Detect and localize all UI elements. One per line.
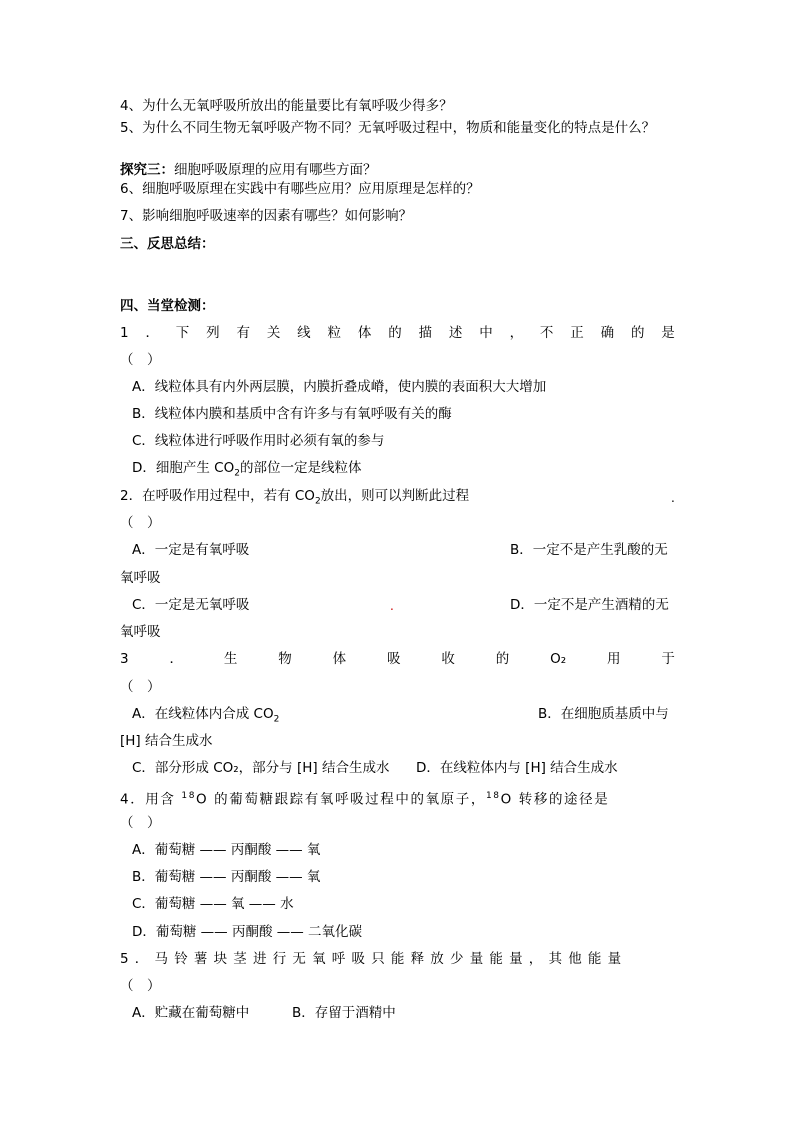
problem-5-option-a: A．贮藏在葡萄糖中 [132, 1005, 250, 1021]
problem-3-option-d: D．在线粒体内与 [H] 结合生成水 [416, 760, 618, 776]
problem-2-paren: （ ） [120, 515, 161, 531]
question-6: 6、细胞呼吸原理在实践中有哪些应用？应用原理是怎样的？ [120, 181, 480, 197]
problem-2-option-b-cont: 氧呼吸 [120, 570, 161, 586]
explore-3-title: 探究三： [120, 162, 174, 178]
stray-dot: . [390, 599, 394, 613]
problem-4-option-b: B．葡萄糖 —— 丙酮酸 —— 氧 [132, 869, 321, 885]
question-7: 7、影响细胞呼吸速率的因素有哪些？如何影响？ [120, 208, 413, 224]
problem-4-option-c: C．葡萄糖 —— 氧 —— 水 [132, 896, 294, 912]
problem-1-stem: 1 ． 下 列 有 关 线 粒 体 的 描 述 中 ， 不 正 确 的 是 [120, 325, 675, 341]
problem-1-paren: （ ） [120, 352, 161, 368]
section-test: 四、当堂检测： [120, 298, 215, 314]
problem-5-paren: （ ） [120, 978, 161, 994]
problem-3-option-a: A．在线粒体内合成 $CO_2$ [132, 706, 280, 725]
problem-3-option-b: B．在细胞质基质中与 [538, 706, 669, 722]
problem-2-option-d: D．一定不是产生酒精的无 [510, 597, 669, 613]
problem-4-option-d: D．葡萄糖 —— 丙酮酸 —— 二氧化碳 [132, 924, 363, 940]
problem-1-option-b: B．线粒体内膜和基质中含有许多与有氧呼吸有关的酶 [132, 406, 452, 422]
explore-3-line [120, 160, 377, 180]
problem-5-stem: 5．马铃薯块茎进行无氧呼吸只能释放少量能量，其他能量 [120, 951, 628, 967]
problem-3-option-c: C．部分形成 CO₂，部分与 [H] 结合生成水 [132, 760, 390, 776]
problem-2-option-c: C．一定是无氧呼吸 [132, 597, 250, 613]
problem-4-option-a: A．葡萄糖 —— 丙酮酸 —— 氧 [132, 842, 321, 858]
problem-2-option-d-cont: 氧呼吸 [120, 624, 161, 640]
question-5: 5、为什么不同生物无氧呼吸产物不同？无氧呼吸过程中，物质和能量变化的特点是什么？ [120, 120, 656, 136]
problem-2-option-b: B．一定不是产生乳酸的无 [510, 542, 668, 558]
problem-5-option-b: B．存留于酒精中 [292, 1005, 396, 1021]
problem-2-stem: 2．在呼吸作用过程中，若有 $CO_2$放出，则可以判断此过程 [120, 488, 470, 507]
problem-3-stem: 3 ． 生 物 体 吸 收 的 O₂ 用 于 [120, 651, 675, 667]
problem-2-option-a: A．一定是有氧呼吸 [132, 542, 250, 558]
problem-1-option-d: D．细胞产生 $CO_2$的部位一定是线粒体 [132, 460, 362, 479]
problem-3-option-b-cont: [H] 结合生成水 [120, 733, 213, 749]
problem-4-paren: （ ） [120, 815, 161, 831]
section-reflection: 三、反思总结： [120, 236, 215, 252]
problem-1-option-a: A．线粒体具有内外两层膜，内膜折叠成嵴，使内膜的表面积大大增加 [132, 379, 547, 395]
question-4: 4、为什么无氧呼吸所放出的能量要比有氧呼吸少得多？ [120, 98, 453, 114]
problem-4-stem: 4．用含 $^{18}$O 的葡萄糖跟踪有氧呼吸过程中的氧原子，$^{18}$O 转移的途径是 [120, 791, 610, 808]
explore-3-text: 细胞呼吸原理的应用有哪些方面？ [174, 162, 377, 178]
problem-3-paren: （ ） [120, 679, 161, 695]
stray-dot: . [671, 491, 675, 505]
problem-1-option-c: C．线粒体进行呼吸作用时必须有氧的参与 [132, 433, 385, 449]
